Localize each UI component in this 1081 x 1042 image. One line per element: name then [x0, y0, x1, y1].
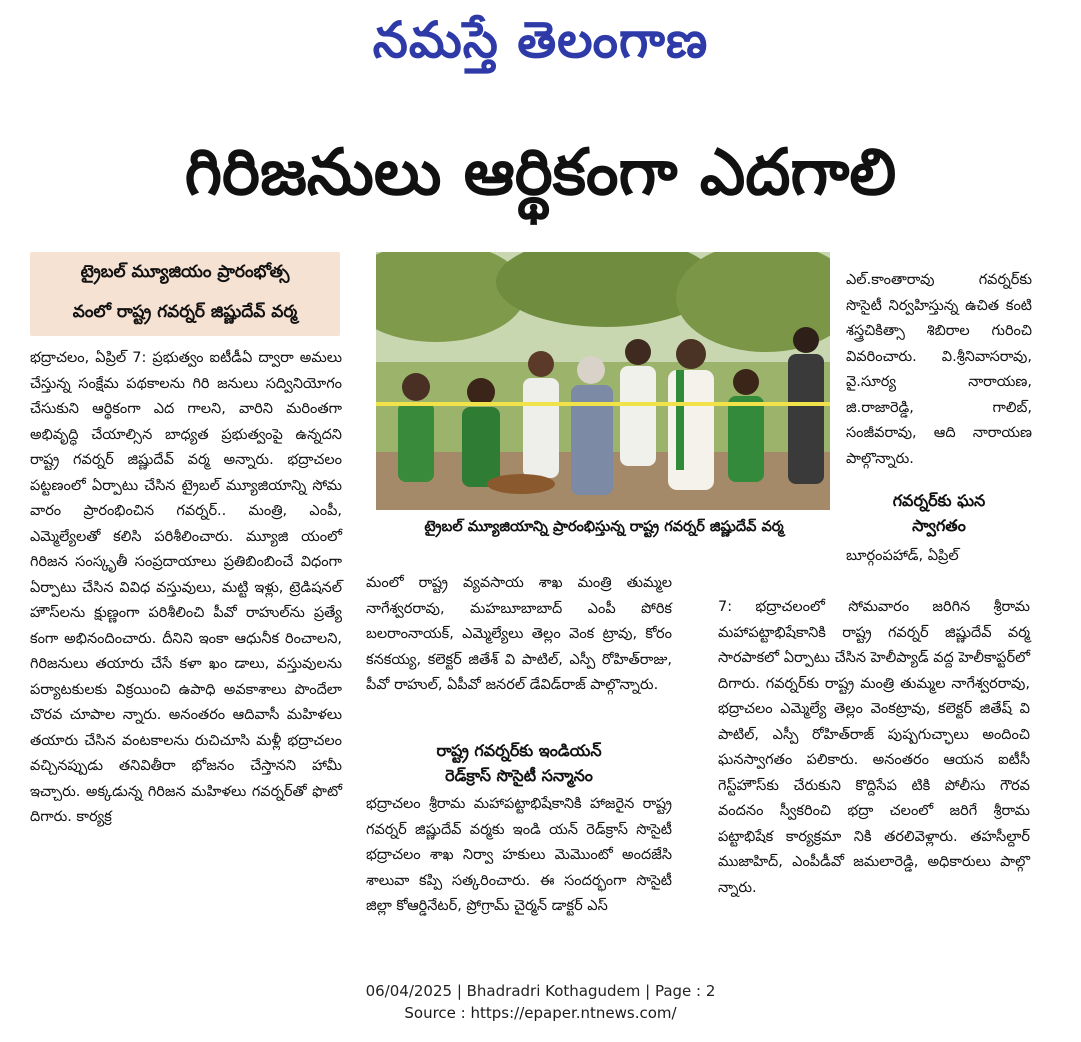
footer-source-link[interactable]: Source : https://epaper.ntnews.com/ [404, 1004, 677, 1022]
news-photo [376, 252, 830, 510]
footer [0, 980, 1081, 1024]
footer-date-page: 06/04/2025 | Bhadradri Kothagudem | Page : 2 [365, 982, 716, 1000]
masthead-title: నమస్తే తెలంగాణ [372, 11, 709, 69]
subhead-governor-line-1: గవర్నర్‌కు ఘన [892, 491, 986, 510]
masthead-logo [0, 0, 1081, 80]
subhead-redcross-line-2: రెడ్‌క్రాస్ సొసైటీ సన్మానం [445, 766, 593, 785]
photo-caption: ట్రైబల్ మ్యూజియాన్ని ప్రారంభిస్తున్న రాష్ట్ర గవర్నర్ జిష్ణుదేవ్ వర్మ [424, 519, 784, 535]
article-column-1: భద్రాచలం, ఏప్రిల్ 7: ప్రభుత్వం ఐటీడీఏ ద్వారా అమలు చేస్తున్న సంక్షేమ పథకాలను గిరి జనులు సద్వినియోగం చేసుకుని ఆర్థికంగా ఎద గాలని, వారిని మరింతగా అభివృద్ధి చేయాల్సిన బాధ్యత ప్రభుత్వంపై ఉన్నదని రాష్ట్ర గవర్నర్ జిష్ణుదేవ్ వర్మ అన్నారు. భద్రాచలం పట్టణంలో ఏర్పాటు చేసిన ట్రైబల్ మ్యూజియాన్ని సోమ వారం ప్రారంభించిన గవర్నర్.. మంత్రి, ఎంపీ, ఎమ్మెల్యేలతో కలిసి పరిశీలించారు. మ్యూజి యంలో గిరిజన సంస్కృతీ సంప్రదాయాలు ప్రతిబింబించే విధంగా ఏర్పాటు చేసిన వివిధ వస్తువులు, మట్టి ఇళ్లు, ట్రెడిషనల్ హౌస్‌లను క్షుణ్ణంగా పరిశీలించి పీవో రాహుల్‌ను ప్రత్యే కంగా అభినందించారు. దీనిని ఇంకా ఆధునీక రించాలని, గిరిజనులు తయారు చేసే కళా ఖం డాలు, వస్తువులను పర్యాటకులకు విక్రయించి ఉపాధి అవకాశాలు పొందేలా చొరవ చూపాల న్నారు. అనంతరం ఆదివాసీ మహిళలు తయారు చేసిన వంటకాలను రుచిచూసి మళ్లీ భద్రాచలం వచ్చినప్పుడు తనివితీరా భోజనం చేస్తానని హామీ ఇచ్చారు. అక్కడున్న గిరిజన మహిళలు గవర్నర్‌తో ఫొటో దిగారు. కార్యక్ర [30, 350, 342, 825]
dateline-burgampahad: బూర్గంపహాడ్, ఏప్రిల్ [846, 548, 959, 564]
article-column-3-top: ఎల్.కాంతారావు గవర్నర్‌కు సొసైటీ నిర్వహిస్తున్న ఉచిత కంటి శస్త్రచికిత్సా శిబిరాల గురించి వివరించారు. వి.శ్రీనివాసరావు, వై.సూర్య నారాయణ, జి.రాజారెడ్డి, గాలిబ్, సంజీవరావు, ఆది నారాయణ పాల్గొన్నారు. [846, 272, 1032, 467]
article-column-3-bottom: 7: భద్రాచలంలో సోమవారం జరిగిన శ్రీరామ మహాపట్టాభిషేకానికి రాష్ట్ర గవర్నర్ జిష్ణుదేవ్ వర్మ సారపాకలో ఏర్పాటు చేసిన హెలీప్యాడ్ వద్ద హెలీకాప్టర్‌లో దిగారు. గవర్నర్‌కు రాష్ట్ర మంత్రి తుమ్మల నాగేశ్వరరావు, భద్రాచలం ఎమ్మెల్యే తెల్లం వెంకట్రావు, కలెక్టర్ జితేష్ వి పాటిల్, ఎస్పీ రోహిత్‌రాజ్ పుష్పగుచ్ఛాలు అందించి ఘనస్వాగతం పలికారు. అనంతరం ఆయన ఐటీసీ గెస్ట్‌హౌస్‌కు చేరుకుని కొద్దిసేప టికి పోలీసు గౌరవ వందనం స్వీకరించి భద్రా చలంలో జరిగే శ్రీరామ పట్టాభిషేక కార్యక్రమా నికి తరలివెళ్లారు. తహసీల్దార్ ముజాహిద్, ఎంపీడీవో జమలారెడ్డి, అధికారులు పాల్గొ న్నారు. [718, 599, 1030, 896]
article-column-2-top: మంలో రాష్ట్ర వ్యవసాయ శాఖ మంత్రి తుమ్మల నాగేశ్వరరావు, మహబూబాబాద్ ఎంపీ పోరిక బలరాంనాయక్, ఎమ్మెల్యేలు తెల్లం వెంక ట్రావు, కోరం కనకయ్య, కలెక్టర్ జితేశ్ వి పాటిల్, ఎస్పీ రోహిత్‌రాజు, పీవో రాహుల్, ఏపీవో జనరల్ డేవిడ్‌రాజ్ పాల్గొన్నారు. [366, 575, 672, 693]
subheadline-box [30, 252, 340, 336]
subheadline-line-2: వంలో రాష్ట్ర గవర్నర్ జిష్ణుదేవ్ వర్మ [72, 302, 298, 322]
subhead-redcross-line-1: రాష్ట్ర గవర్నర్‌కు ఇండియన్ [436, 741, 602, 760]
subheadline-line-1: ట్రైబల్ మ్యూజియం ప్రారంభోత్స [80, 262, 290, 282]
subhead-governor-line-2: స్వాగతం [912, 516, 966, 535]
subhead-redcross [366, 738, 672, 788]
subhead-governor-welcome [846, 488, 1032, 538]
photo-illustration [376, 252, 830, 510]
headline: గిరిజనులు ఆర్థికంగా ఎదగాలి [184, 136, 897, 210]
article-column-2-bottom: భద్రాచలం శ్రీరామ మహాపట్టాభిషేకానికి హాజరైన రాష్ట్ర గవర్నర్ జిష్ణుదేవ్ వర్మకు ఇండి యన్ రెడ్‌క్రాస్ సొసైటీ భద్రాచలం శాఖ నిర్వా హకులు మెమొంటో అందజేసి శాలువా కప్పి సత్కరించారు. ఈ సందర్భంగా సొసైటీ జిల్లా కోఆర్డినేటర్, ప్రోగ్రామ్ చైర్మన్ డాక్టర్ ఎస్ [366, 796, 672, 914]
